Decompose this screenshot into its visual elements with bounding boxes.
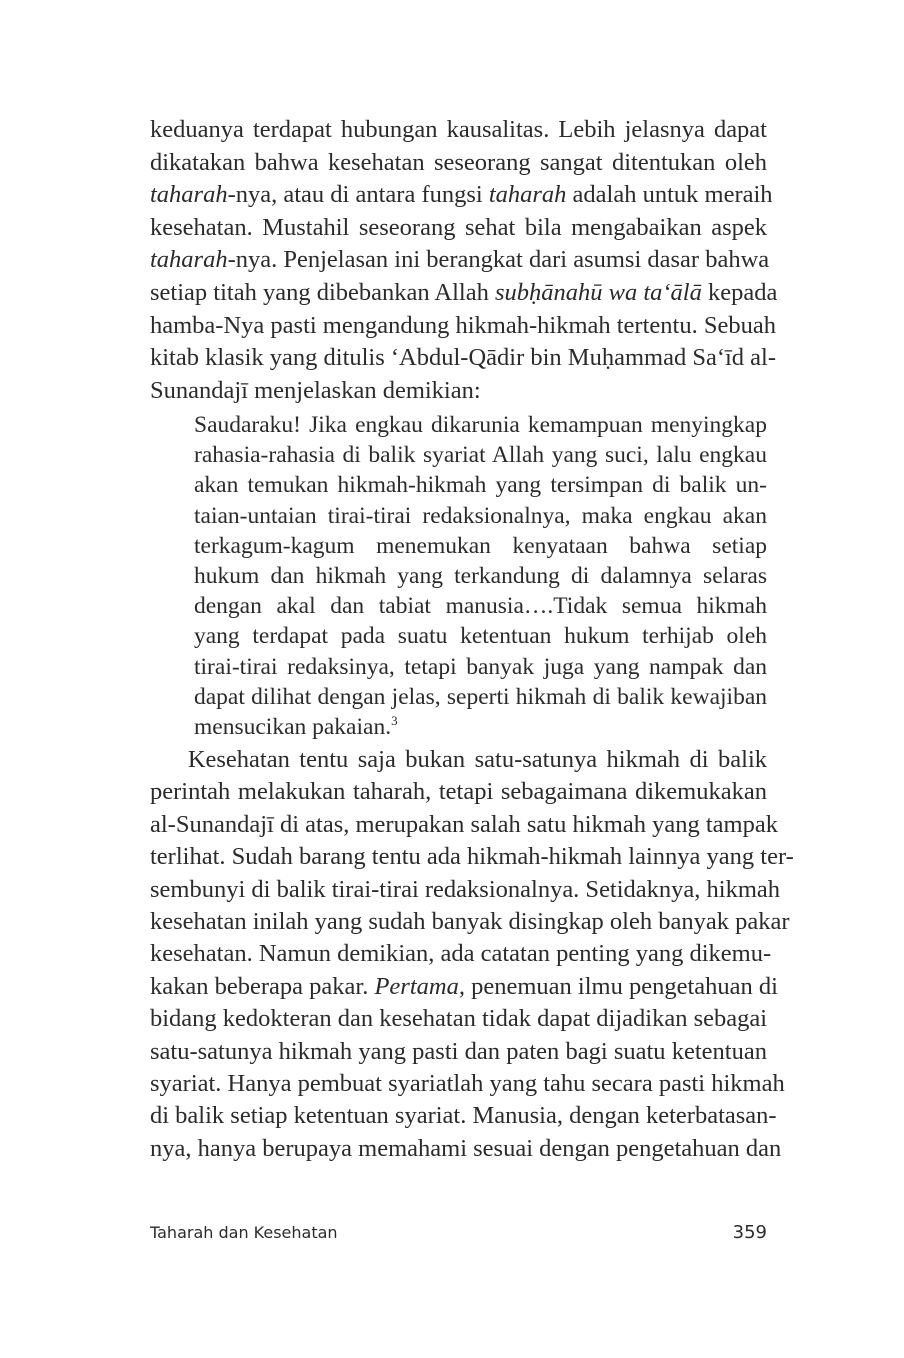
text-segment: Pertama, (374, 972, 465, 1000)
text-line (150, 113, 767, 146)
text-line (150, 211, 767, 244)
text-line (150, 840, 794, 873)
text-line (150, 808, 778, 841)
text-segment: adalah untuk meraih (566, 181, 773, 209)
text-segment: taian-untaian tirai-tirai redaksionalnya, maka engkau akan (194, 502, 767, 529)
page-number: 359 (732, 1222, 767, 1243)
text-segment: kesehatan. Namun demikian, ada catatan penting yang dikemu- (150, 940, 772, 968)
text-line (150, 341, 777, 374)
text-line (150, 905, 790, 938)
text-line (150, 1002, 767, 1035)
text-segment: -nya, atau di antara fungsi (227, 181, 489, 209)
text-segment: di balik setiap ketentuan syariat. Manusia, dengan keterbatasan- (150, 1102, 777, 1130)
text-segment: bidang kedokteran dan kesehatan tidak dapat dijadikan sebagai (150, 1005, 768, 1033)
text-segment: mensucikan pakaian. (194, 714, 392, 740)
text-line (150, 1099, 777, 1132)
text-segment: syariat. Hanya pembuat syariatlah yang tahu secara pasti hikmah (150, 1070, 785, 1097)
text-segment: akan temukan hikmah-hikmah yang tersimpan di balik un- (194, 472, 767, 499)
text-segment: Sunandajī menjelaskan demikian: (150, 376, 481, 404)
text-segment: hukum dan hikmah yang terkandung di dalamnya selaras (194, 563, 767, 589)
text-segment: kesehatan. Mustahil seseorang sehat bila mengabaikan aspek (150, 213, 767, 241)
text-segment: taharah (150, 246, 228, 274)
text-segment: subḥānahū wa ta‘ālā (494, 279, 702, 306)
text-line (150, 309, 776, 342)
text-segment: nya, hanya berupaya memahami sesuai dengan pengetahuan dan (150, 1134, 782, 1162)
text-segment: perintah melakukan taharah, tetapi sebagaimana dikemukakan (150, 778, 767, 806)
text-segment: Kesehatan tentu saja bukan satu-satunya hikmah di balik (150, 746, 767, 773)
text-line (194, 440, 767, 470)
text-segment: penemuan ilmu pengetahuan di (464, 972, 778, 1000)
text-segment: dikatakan bahwa kesehatan seseorang sangat ditentukan oleh (150, 148, 767, 176)
text-segment: taharah (150, 181, 228, 209)
text-line (194, 410, 767, 440)
text-line (150, 146, 767, 179)
text-line (150, 178, 773, 211)
text-segment: rahasia-rahasia di balik syariat Allah yang suci, lalu engkau (194, 442, 767, 469)
text-line (150, 937, 772, 970)
text-segment: kesehatan inilah yang sudah banyak disingkap oleh banyak pakar (150, 908, 790, 935)
text-line (150, 1132, 782, 1165)
text-line (194, 621, 767, 651)
text-segment: keduanya terdapat hubungan kausalitas. Lebih jelasnya dapat (150, 116, 767, 143)
text-line (150, 873, 781, 906)
text-segment: taharah (488, 181, 567, 209)
text-line (150, 243, 770, 276)
text-line (150, 775, 767, 808)
text-line (194, 591, 767, 621)
text-segment: dengan akal dan tabiat manusia….Tidak semua hikmah (194, 593, 767, 620)
text-line (194, 531, 767, 561)
running-title: Taharah dan Kesehatan (150, 1223, 338, 1242)
text-segment: -nya. Penjelasan ini berangkat dari asumsi dasar bahwa (227, 246, 770, 274)
text-line (150, 743, 767, 776)
text-line (194, 470, 767, 500)
text-line (150, 1067, 785, 1100)
text-line (194, 561, 767, 591)
text-segment: terlihat. Sudah barang tentu ada hikmah-hikmah lainnya yang ter- (150, 843, 794, 871)
text-segment: yang terdapat pada suatu ketentuan hukum terhijab oleh (194, 623, 767, 650)
text-segment: satu-satunya hikmah yang pasti dan paten bagi suatu ketentuan (150, 1037, 767, 1065)
text-segment: dapat dilihat dengan jelas, seperti hikmah di balik kewajiban (194, 683, 767, 710)
text-segment: kakan beberapa pakar. (150, 972, 375, 1000)
text-segment: sembunyi di balik tirai-tirai redaksionalnya. Setidaknya, hikmah (150, 875, 781, 903)
text-segment: Saudaraku! Jika engkau dikarunia kemampuan menyingkap (194, 412, 767, 438)
text-segment: terkagum-kagum menemukan kenyataan bahwa setiap (194, 532, 767, 559)
text-line (194, 712, 767, 742)
text-segment: setiap titah yang dibebankan Allah (150, 279, 495, 306)
text-segment: hamba-Nya pasti mengandung hikmah-hikmah tertentu. Sebuah (150, 311, 776, 339)
text-line (150, 374, 767, 407)
text-line (194, 682, 767, 712)
footnote-marker: 3 (391, 713, 398, 729)
text-line (194, 501, 767, 531)
text-line (194, 652, 767, 682)
text-line (150, 1035, 767, 1068)
text-segment: kitab klasik yang ditulis ‘Abdul-Qādir bin Muḥammad Sa‘īd al- (150, 344, 777, 372)
text-segment: kepada (701, 279, 778, 306)
text-segment: tirai-tirai redaksinya, tetapi banyak juga yang nampak dan (194, 653, 767, 680)
text-segment: al-Sunandajī di atas, merupakan salah satu hikmah yang tampak (150, 810, 778, 838)
text-line (150, 276, 778, 309)
text-line (150, 970, 778, 1003)
